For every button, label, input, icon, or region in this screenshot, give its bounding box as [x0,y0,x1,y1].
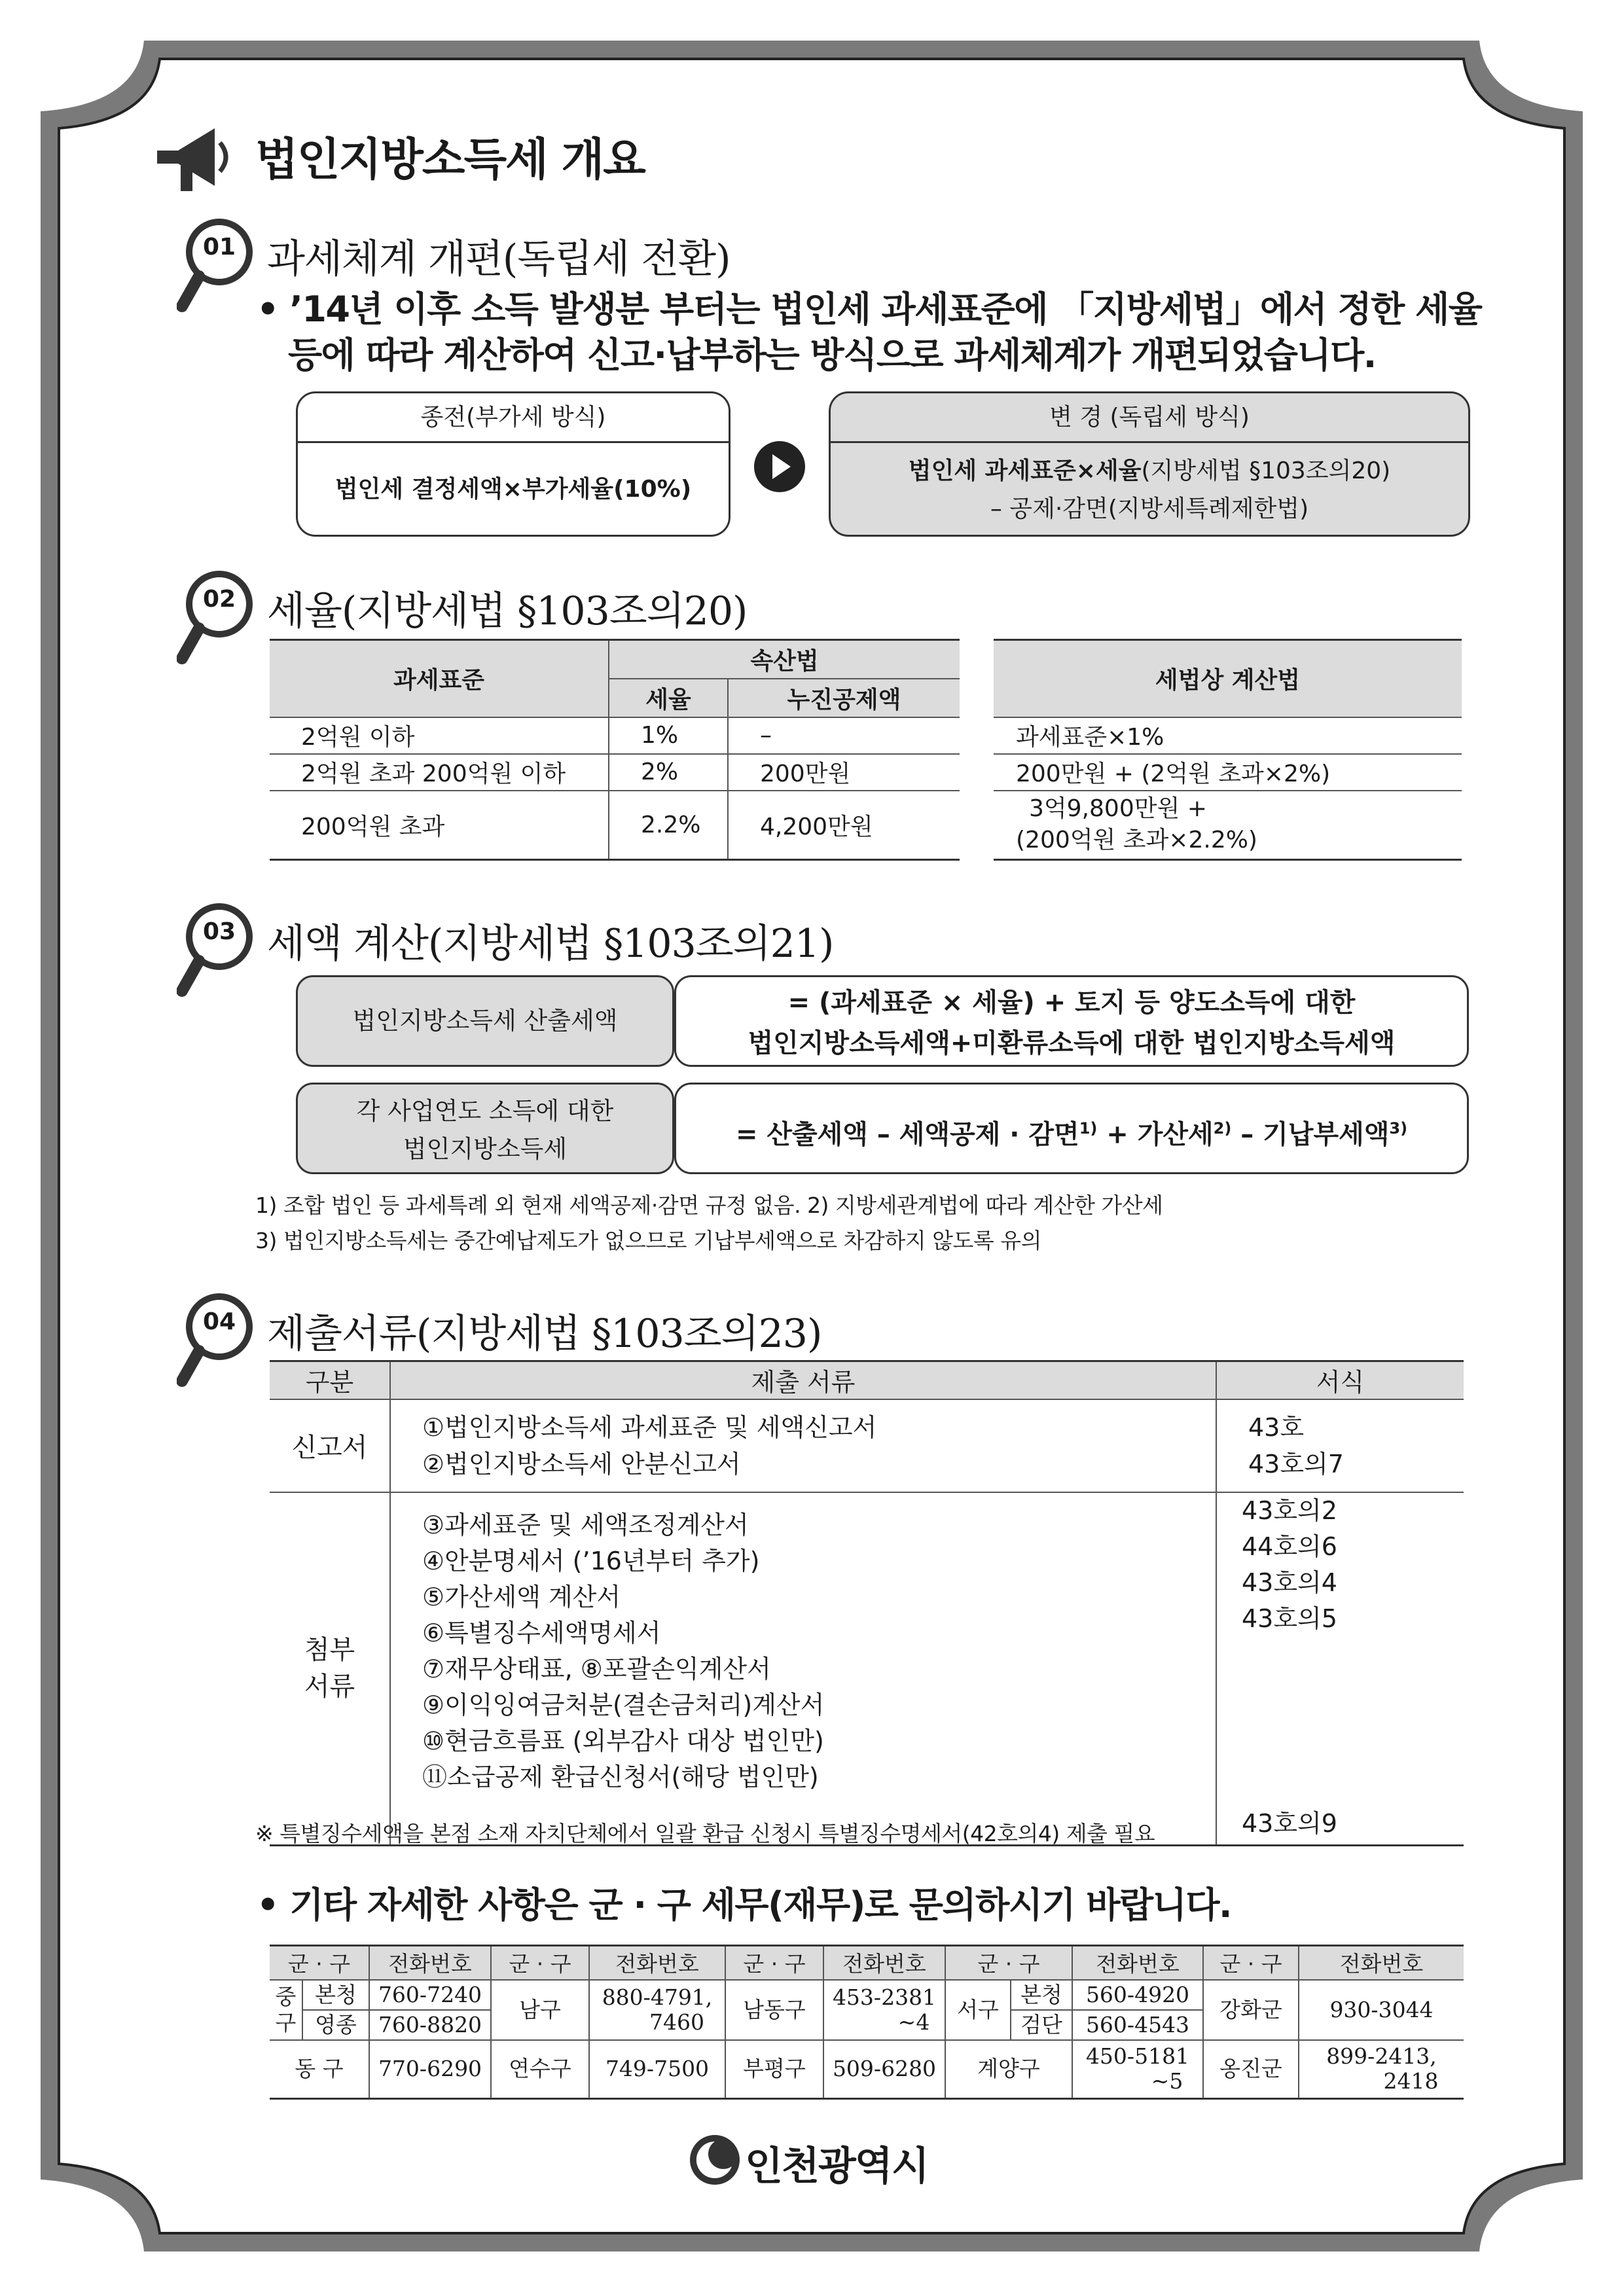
calc-label-computed-tax: 법인지방소득세 산출세액 [296,975,674,1067]
magnifier-icon [177,568,265,666]
district-name: 부평구 [725,2040,823,2099]
district-name: 연수구 [491,2040,589,2099]
header-gu: 군 · 구 [491,1946,589,1980]
contact-bullet: • 기타 자세한 사항은 군 · 구 세무(재무)로 문의하시기 바랍니다. [257,1884,1232,1926]
header-documents: 제출 서류 [390,1361,1216,1399]
incheon-logo-icon [687,2132,742,2187]
tax-calc-table [994,639,1462,861]
form-item: 44호의6 [1242,1532,1337,1561]
table-row [270,717,960,754]
calc-formula-annual-tax [674,1083,1469,1174]
header-tel: 전화번호 [1072,1946,1203,1980]
type-line1: 첨부 [304,1635,355,1666]
doc-item: ⑨이익잉여금처분(결손금처리)계산서 [422,1690,825,1719]
magnifier-icon [177,216,265,314]
type-line2: 서류 [304,1672,355,1702]
doc-item: ⑦재무상태표, ⑧포괄손익계산서 [422,1654,771,1683]
table-row [270,1980,1464,2010]
cell-rate: 2% [609,754,728,791]
form-item: 43호의7 [1248,1449,1344,1479]
old-method-header: 종전(부가세 방식) [298,393,729,443]
header-type: 구분 [270,1361,390,1399]
header-tel: 전화번호 [823,1946,945,1980]
form-item: 43호의5 [1242,1604,1337,1633]
table-row [270,1492,1464,1846]
arrow-right-icon [753,440,806,493]
district-name: 옹진군 [1203,2040,1299,2099]
phone-line: 2418 [1383,2068,1439,2094]
cell-calc-line2: (200억원 초과×2.2%) [1016,827,1257,854]
label-line1: 각 사업연도 소득에 대한 [356,1097,614,1125]
header-tel: 전화번호 [369,1946,491,1980]
formula-line1: = (과세표준 × 세율) + 토지 등 양도소득에 대한 [787,988,1356,1018]
table-row [994,717,1462,754]
footnote-mark: 3) [1389,1119,1408,1138]
header-gu: 군 · 구 [270,1946,369,1980]
header-tel: 전화번호 [1299,1946,1464,1980]
header-calc-method: 세법상 계산법 [994,640,1462,717]
district-name: 남동구 [725,1980,823,2040]
phone-line: 899-2413, [1326,2043,1437,2070]
header-form: 서식 [1216,1361,1464,1399]
old-method-box [296,391,731,537]
footnote-mark: 1) [1079,1119,1098,1138]
s1-bullet-line2: 등에 따라 계산하여 신고·납부하는 방식으로 과세체계가 개편되었습니다. [288,334,1376,376]
district-name: 강화군 [1203,1980,1299,2040]
cell-base: 2억원 초과 200억원 이하 [270,754,609,791]
footnote-3: 3) 법인지방소득세는 중간예납제도가 없으므로 기납부세액으로 차감하지 않도록 유의 [255,1228,1042,1253]
form-item: 43호의2 [1242,1496,1337,1525]
doc-item: ②법인지방소득세 안분신고서 [422,1449,741,1479]
phone-number: 760-8820 [369,2010,491,2040]
phone-line: 7460 [649,2009,704,2035]
section-number: 01 [202,234,236,260]
section-number: 03 [202,918,236,945]
table-row [270,791,960,860]
table-row [270,754,960,791]
phone-number: 749-7500 [589,2040,725,2099]
header-tel: 전화번호 [589,1946,725,1980]
table-row [994,754,1462,791]
office-label: 검단 [1011,2010,1072,2040]
cell-rate: 1% [609,717,728,754]
new-method-header: 변 경 (독립세 방식) [831,393,1468,443]
formula-part: = 산출세액 – 세액공제 · 감면 [735,1119,1079,1150]
district-char: 구 [275,2009,297,2036]
docs-return [390,1399,1216,1492]
doc-item: ④안분명세서 (’16년부터 추가) [422,1546,760,1575]
docs-attachments [390,1492,1216,1846]
cell-calc: 200만원 + (2억원 초과×2%) [994,754,1462,791]
form-item: 43호의9 [1242,1809,1337,1838]
phone-line: 453-2381 [832,1984,937,2010]
cell-rate: 2.2% [609,791,728,860]
district-junggu [270,1980,302,2040]
form-item: 43호 [1248,1412,1305,1442]
doc-item: ⑩현금흐름표 (외부감사 대상 법인만) [422,1726,824,1755]
phone-line: ~4 [897,2009,930,2035]
type-return: 신고서 [270,1399,390,1492]
doc-item: ⑪소급공제 환급신청서(해당 법인만) [422,1762,819,1791]
header-quick-method: 속산법 [609,640,960,679]
table-row [270,1399,1464,1492]
header-rate: 세율 [609,679,728,717]
phone-line: 880-4791, [602,1984,713,2010]
phone-number [1299,2040,1464,2099]
district-name: 남구 [491,1980,589,2040]
phone-number: 930-3044 [1299,1980,1464,2040]
cell-base: 200억원 초과 [270,791,609,860]
new-method-box [829,391,1470,537]
phone-number: 509-6280 [823,2040,945,2099]
phone-number: 760-7240 [369,1980,491,2010]
office-label: 본청 [302,1980,369,2010]
phone-line: ~5 [1151,2068,1183,2094]
old-method-formula: 법인세 결정세액×부가세율(10%) [334,476,692,503]
calc-label-annual-tax [296,1083,674,1174]
page-title: 법인지방소득세 개요 [255,134,645,186]
phone-number: 560-4920 [1072,1980,1203,2010]
section-title: 제출서류(지방세법 §103조의23) [267,1311,822,1357]
district-name: 서구 [945,1980,1011,2040]
magnifier-icon [177,901,265,999]
doc-item: ③과세표준 및 세액조정계산서 [422,1510,749,1539]
header-deduction: 누진공제액 [728,679,960,717]
cell-deduct: – [728,717,960,754]
new-method-deduction: – 공제·감면(지방세특례제한법) [990,495,1309,522]
office-label: 본청 [1011,1980,1072,2010]
cell-deduct: 200만원 [728,754,960,791]
tax-rate-table [270,639,960,861]
phone-line: 450-5181 [1085,2043,1190,2070]
footer-logo-text: 인천광역시 [745,2144,928,2189]
magnifier-icon [177,1291,265,1389]
cell-deduct: 4,200만원 [728,791,960,860]
table-row [270,2040,1464,2099]
doc-item: ①법인지방소득세 과세표준 및 세액신고서 [422,1412,877,1442]
district-name: 동 구 [270,2040,369,2099]
district-char: 중 [275,1983,297,2009]
formula-part: + 가산세 [1097,1119,1214,1150]
type-attachments [270,1492,390,1846]
forms-attachments [1216,1492,1464,1846]
s1-bullet-line1: • ’14년 이후 소득 발생분 부터는 법인세 과세표준에 「지방세법」에서 정한 세율 [257,289,1482,330]
header-tax-base: 과세표준 [270,640,609,717]
new-method-ref: (지방세법 §103조의20) [1141,457,1391,484]
header-gu: 군 · 구 [1203,1946,1299,1980]
phone-number [1072,2040,1203,2099]
cell-calc: 과세표준×1% [994,717,1462,754]
phone-number [823,1980,945,2040]
section-number: 02 [202,586,236,613]
district-name: 계양구 [945,2040,1072,2099]
doc-item: ⑤가산세액 계산서 [422,1582,621,1611]
new-method-formula: 법인세 과세표준×세율 [908,457,1142,484]
label-line2: 법인지방소득세 [403,1135,568,1163]
formula-part: – 기납부세액 [1231,1119,1390,1150]
office-label: 영종 [302,2010,369,2040]
contact-table [270,1945,1464,2100]
documents-table [270,1360,1464,1846]
cell-base: 2억원 이하 [270,717,609,754]
footnote-1-2: 1) 조합 법인 등 과세특례 외 현재 세액공제·감면 규정 없음. 2) 지방세관계법에 따라 계산한 가산세 [255,1193,1163,1218]
forms-return [1216,1399,1464,1492]
section-title: 세율(지방세법 §103조의20) [267,588,748,634]
section-title: 과세체계 개편(독립세 전환) [267,236,731,282]
section-title: 세액 계산(지방세법 §103조의21) [267,921,834,967]
megaphone-icon [152,123,237,195]
phone-number: 560-4543 [1072,2010,1203,2040]
formula-line2: 법인지방소득세액+미환류소득에 대한 법인지방소득세액 [748,1028,1396,1058]
phone-number [589,1980,725,2040]
section-number: 04 [202,1308,236,1335]
doc-item: ⑥특별징수세액명세서 [422,1618,661,1647]
header-gu: 군 · 구 [725,1946,823,1980]
calc-formula-computed-tax [674,975,1469,1067]
cell-calc: 3억9,800만원 + [1029,795,1207,823]
header-gu: 군 · 구 [945,1946,1072,1980]
footnote-mark: 2) [1213,1119,1232,1138]
form-item: 43호의4 [1242,1568,1337,1597]
table-row [994,791,1462,860]
phone-number: 770-6290 [369,2040,491,2099]
documents-note: ※ 특별징수세액을 본점 소재 자치단체에서 일괄 환급 신청시 특별징수명세서(42호의4) 제출 필요 [255,1821,1155,1846]
